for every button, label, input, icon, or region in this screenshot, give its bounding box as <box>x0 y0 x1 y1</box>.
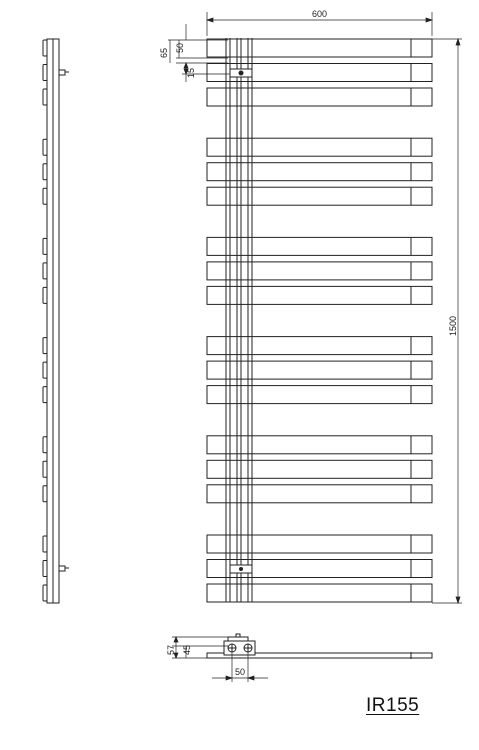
side-view-bar-end <box>43 362 47 378</box>
side-view-bar-end <box>43 89 47 105</box>
side-view <box>43 39 69 603</box>
front-view-bracket-top <box>230 69 252 77</box>
side-view-bar-end <box>43 461 47 477</box>
plan-view <box>207 634 432 659</box>
side-view-wall-bracket-top <box>59 70 69 75</box>
side-view-bar-end <box>43 164 47 180</box>
side-view-bar-end <box>43 561 47 577</box>
dimension-depth-pipe-label: 45 <box>182 644 192 655</box>
side-view-bar-end <box>43 338 47 354</box>
dimension-top-offset-label: 65 <box>159 47 169 58</box>
side-view-bar-end <box>43 437 47 453</box>
dimension-bracket-offset-label: 15 <box>186 67 196 78</box>
side-view-bar-end <box>43 536 47 552</box>
side-view-bar-end <box>43 65 47 81</box>
dimension-bar-height-label: 50 <box>175 42 185 53</box>
side-view-bar-end <box>43 238 47 254</box>
dimension-width-label: 600 <box>312 9 328 19</box>
side-view-bar-end <box>43 287 47 303</box>
side-view-bar-end <box>43 263 47 279</box>
front-view <box>207 38 432 602</box>
side-view-bar-end <box>43 188 47 204</box>
dimension-pipe-spacing-label: 50 <box>235 667 246 677</box>
side-view-bar-end <box>43 486 47 502</box>
side-view-bar-ends <box>43 40 47 601</box>
model-label: IR155 <box>366 695 420 716</box>
side-view-bar-end <box>43 139 47 155</box>
dimension-height-label: 1500 <box>448 315 458 336</box>
side-view-wall-bracket-bottom <box>59 566 69 571</box>
dimension-depth-total-label: 57 <box>166 644 176 655</box>
front-view-bracket-bottom <box>230 565 252 573</box>
front-view-collectors <box>226 38 252 602</box>
side-view-bar-end <box>43 585 47 601</box>
side-view-bar-end <box>43 387 47 403</box>
side-view-bar-end <box>43 40 47 56</box>
